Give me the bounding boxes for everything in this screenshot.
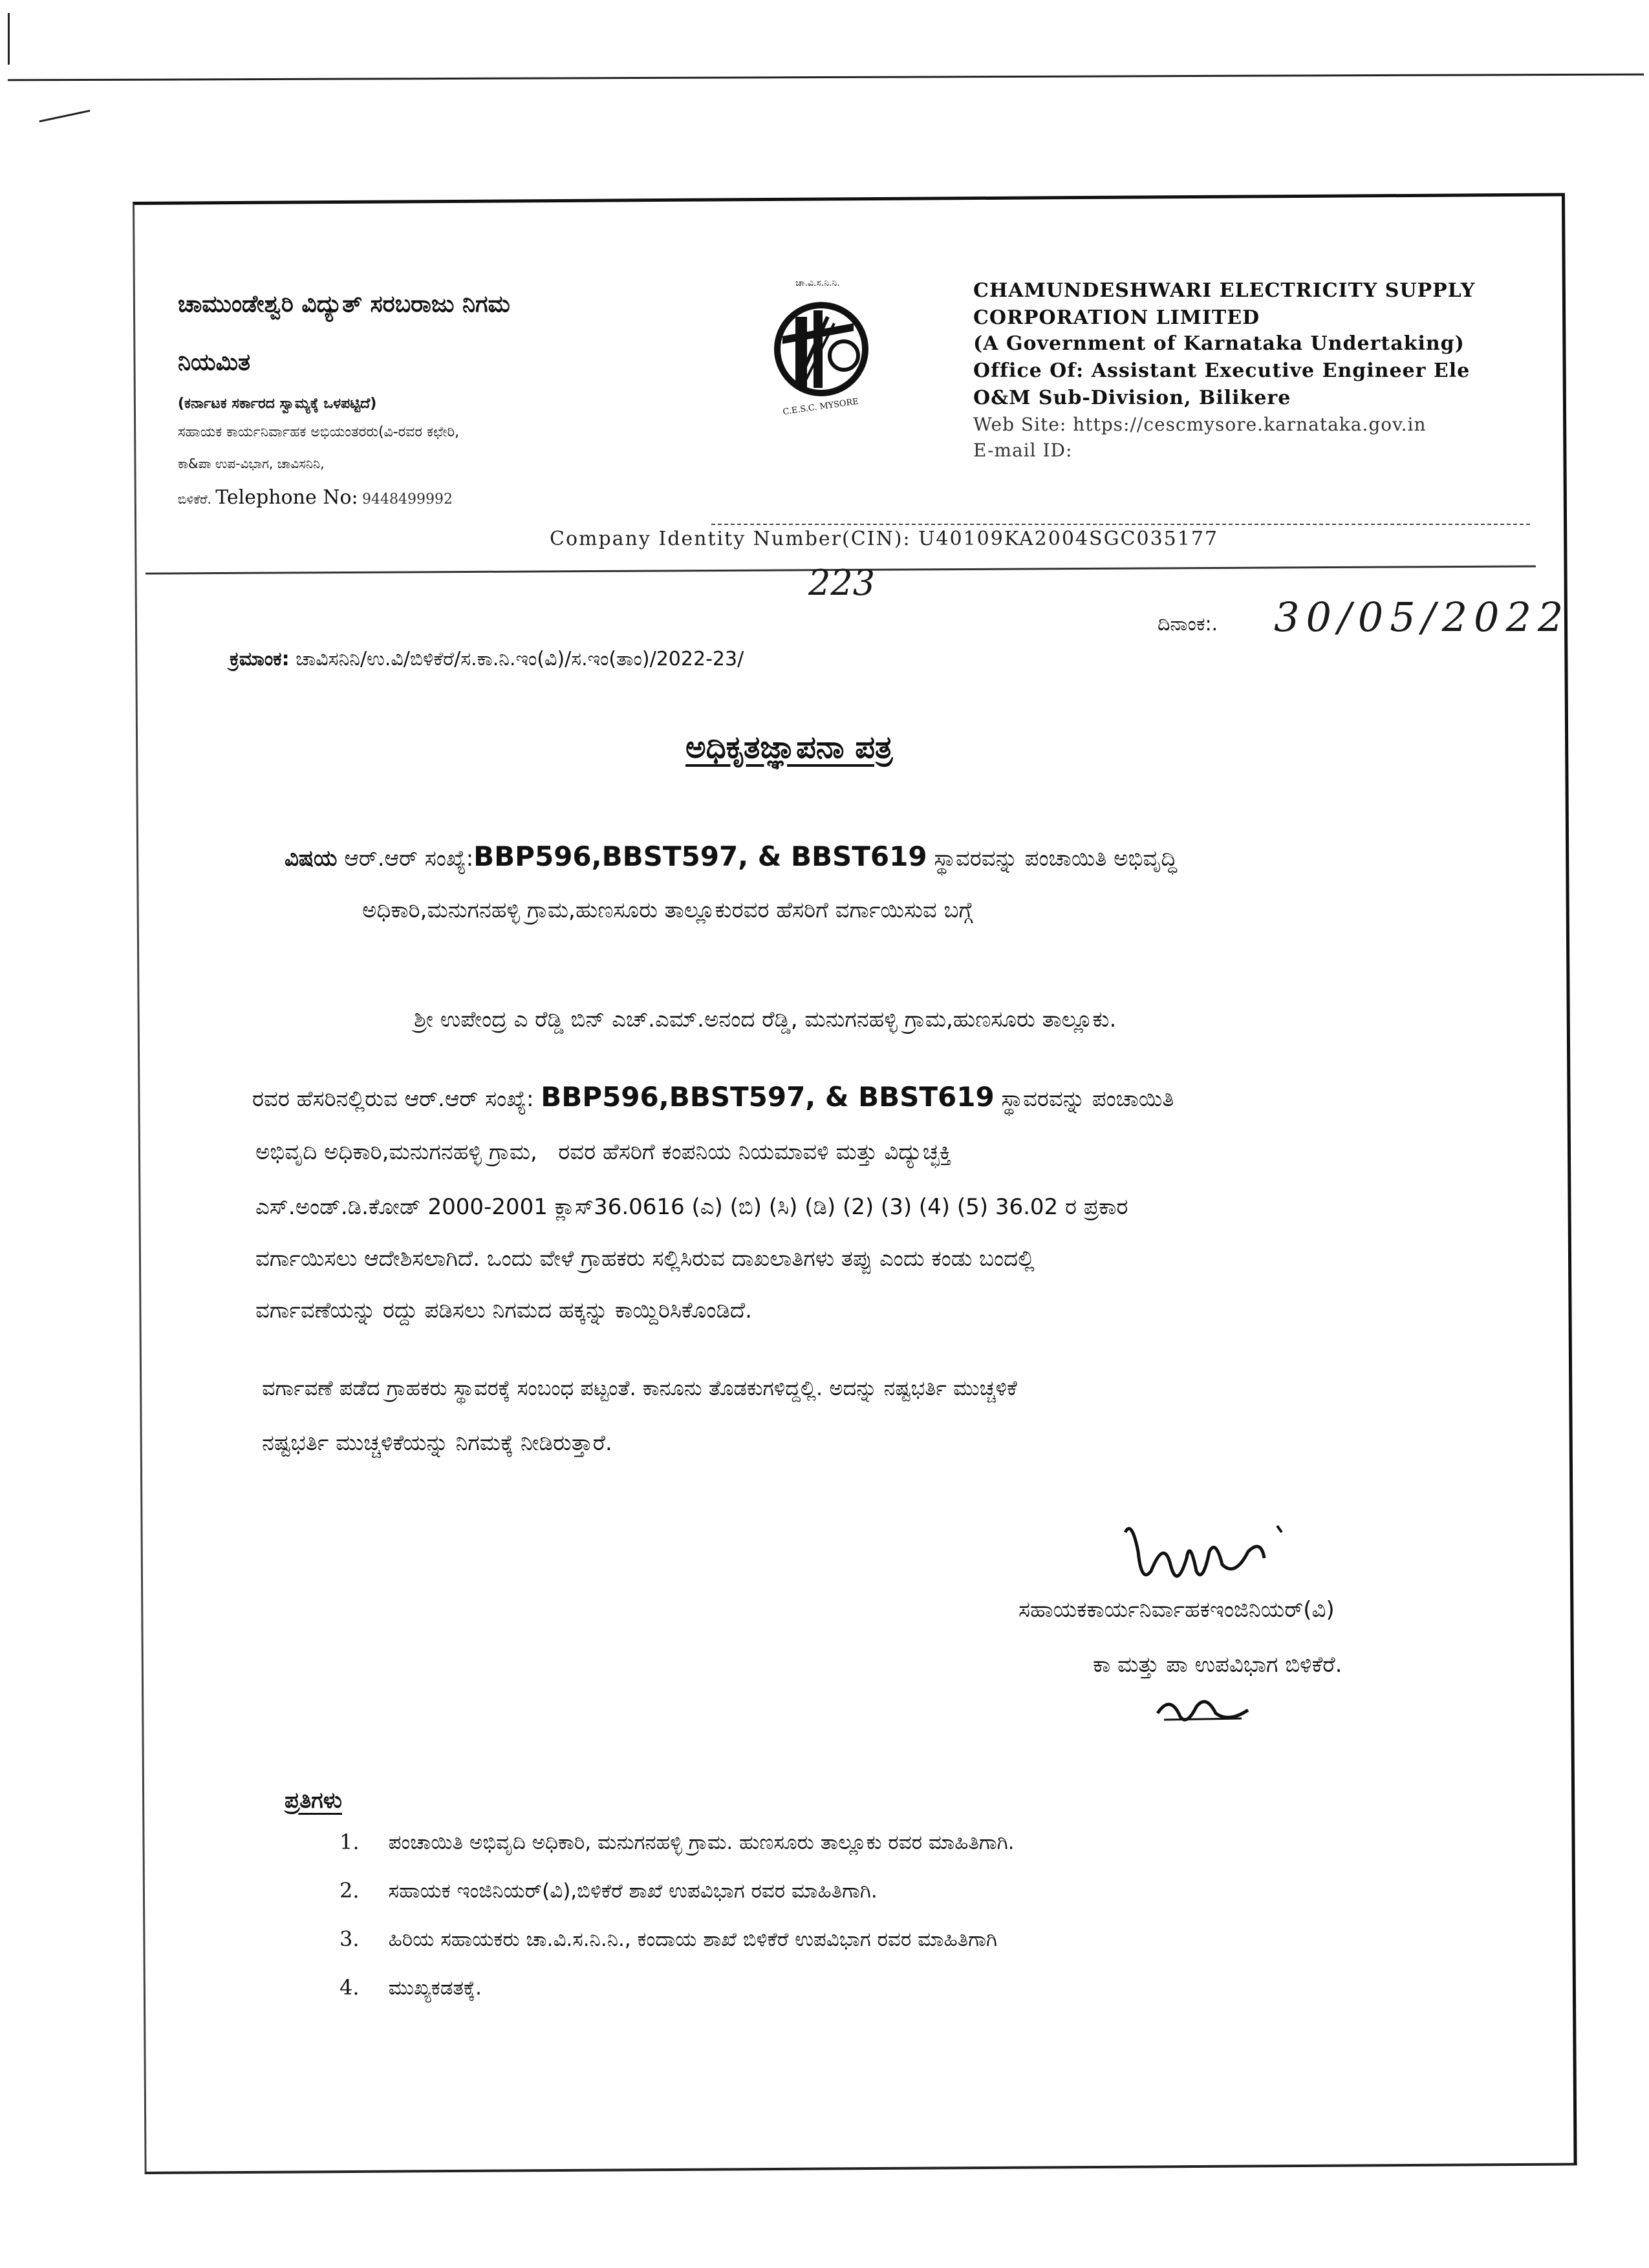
telephone-number: 9448499992 [362, 491, 453, 508]
telephone-label: Telephone No: [215, 486, 358, 509]
subject-rr-codes: BBP596,BBST597, & BBST619 [473, 840, 927, 872]
initials-icon [1151, 1687, 1267, 1733]
copy-text: ಹಿರಿಯ ಸಹಾಯಕರು ಚಾ.ವಿ.ಸ.ನಿ.ನಿ., ಕಂದಾಯ ಶಾಖೆ ಬಿಳಿಕೆರೆ ಉಪವಿಭಾಗ ರವರ ಮಾಹಿತಿಗಾಗಿ [388, 1928, 997, 1951]
body-p2-line1: ವರ್ಗಾವಣೆ ಪಡೆದ ಗ್ರಾಹಕರು ಸ್ಥಾವರಕ್ಕೆ ಸಂಬಂಧ ಪಟ್ಟಂತೆ. ಕಾನೂನು ತೊಡಕುಗಳಿದ್ದಲ್ಲಿ. ಅದನ್ನು ನಷ್ಟಭರ್ತಿ ಮುಚ್ಚಳಿಕೆ [262, 1376, 1017, 1400]
subject-suffix: ಸ್ಥಾವರವನ್ನು ಪಂಚಾಯಿತಿ ಅಭಿವೃದ್ಧಿ [934, 846, 1178, 872]
body-p1-line4: ಎಸ್.ಅಂಡ್.ಡಿ.ಕೋಡ್ 2000-2001 ಕ್ಲಾಸ್36.0616 (ಎ) (ಬಿ) (ಸಿ) (ಡಿ) (2) (3) (4) (5) 36.02 ರ ಪ್ರಕಾರ [255, 1194, 1128, 1220]
body-p1-line1: ಶ್ರೀ ಉಪೇಂದ್ರ ಎ ರೆಡ್ಡಿ ಬಿನ್ ಎಚ್.ಎಮ್.ಅನಂದ ರೆಡ್ಡಿ, ಮನುಗನಹಳ್ಳಿ ಗ್ರಾಮ,ಹುಣಸೂರು ತಾಲ್ಲೂಕು. [414, 1007, 1117, 1032]
signature [1112, 1513, 1293, 1606]
logo-text-bottom: C.E.S.C. MYSORE [782, 396, 859, 418]
body-p1-line6: ವರ್ಗಾವಣೆಯನ್ನು ರದ್ದು ಪಡಿಸಲು ನಿಗಮದ ಹಕ್ಕನ್ನು ಕಾಯ್ದಿರಿಸಿಕೊಂಡಿದೆ. [255, 1298, 752, 1323]
subject-label: ವಿಷಯ [285, 846, 338, 872]
signatory-designation: ಸಹಾಯಕಕಾರ್ಯನಿರ್ವಾಹಕಇಂಜಿನಿಯರ್(ವಿ) [1018, 1597, 1335, 1623]
copy-text: ಸಹಾಯಕ ಇಂಜಿನಿಯರ್(ವಿ),ಬಿಳಿಕೆರೆ ಶಾಖೆ ಉಪವಿಭಾಗ ರವರ ಮಾಹಿತಿಗಾಗಿ. [388, 1879, 878, 1903]
copies-list-item [339, 1975, 482, 2000]
body-p1-line3: ಅಭಿವೃದಿ ಅಧಿಕಾರಿ,ಮನುಗನಹಳ್ಳಿ ಗ್ರಾಮ, ರವರ ಹೆಸರಿಗೆ ಕಂಪನಿಯ ನಿಯಮಾವಳಿ ಮತ್ತು ವಿದ್ಯುಚ್ಛಕ್ತಿ [255, 1139, 952, 1165]
govt-undertaking-kannada: (ಕರ್ನಾಟಕ ಸರ್ಕಾರದ ಸ್ವಾಮ್ಯಕ್ಕೆ ಒಳಪಟ್ಟಿದೆ) [178, 396, 377, 412]
copy-text: ಪಂಚಾಯಿತಿ ಅಭಿವೃದಿ ಅಧಿಕಾರಿ, ಮನುಗನಹಳ್ಳಿ ಗ್ರಾಮ. ಹುಣಸೂರು ತಾಲ್ಲೂಕು ರವರ ಮಾಹಿತಿಗಾಗಿ. [388, 1831, 1015, 1854]
page-title: ಅಧಿಕೃತಜ್ಞಾಪನಾ ಪತ್ರ [685, 729, 893, 765]
signatory-office: ಕಾ ಮತ್ತು ಪಾ ಉಪವಿಭಾಗ ಬಿಳಿಕೆರೆ. [1093, 1652, 1342, 1678]
email-label: E-mail ID: [973, 440, 1073, 461]
copy-number: 2. [339, 1878, 360, 1903]
office-kannada: ಸಹಾಯಕ ಕಾರ್ಯನಿರ್ವಾಹಕ ಅಭಿಯಂತರರು(ವಿ-ರವರ ಕಛೇರಿ, [178, 424, 460, 440]
reference-label: ಕ್ರಮಾಂಕ: [230, 648, 290, 670]
copies-list-item [339, 1927, 997, 1952]
header-divider-dotted [711, 524, 1533, 525]
copy-number: 3. [339, 1927, 360, 1951]
subject-prefix: ಆರ್.ಆರ್ ಸಂಖ್ಯೆ: [344, 846, 474, 872]
date-label: ದಿನಾಂಕ:. [1158, 613, 1218, 636]
office-english: Office Of: Assistant Executive Engineer Ele [973, 359, 1471, 382]
subject-line-2: ಅಧಿಕಾರಿ,ಮನುಗನಹಳ್ಳಿ ಗ್ರಾಮ,ಹುಣಸೂರು ತಾಲ್ಲೂಕುರವರ ಹೆಸರಿಗೆ ವರ್ಗಾಯಿಸುವ ಬಗ್ಗೆ [362, 897, 973, 923]
scan-artifact-line [8, 13, 10, 65]
body-p1-line5: ವರ್ಗಾಯಿಸಲು ಆದೇಶಿಸಲಾಗಿದೆ. ಒಂದು ವೇಳೆ ಗ್ರಾಹಕರು ಸಲ್ಲಿಸಿರುವ ದಾಖಲಾತಿಗಳು ತಪ್ಪು ಎಂದು ಕಂಡು ಬಂದಲ್ಲಿ [255, 1246, 1035, 1272]
subdivision-english: O&M Sub-Division, Bilikere [973, 387, 1291, 409]
scan-artifact-line [8, 74, 1644, 81]
copy-text: ಮುಖ್ಯಕಡತಕ್ಕೆ. [388, 1976, 482, 2000]
company-name-kannada: ಚಾಮುಂಡೇಶ್ವರಿ ವಿದ್ಯುತ್ ಸರಬರಾಜು ನಿಗಮ [178, 291, 510, 317]
signature-icon [1112, 1513, 1293, 1603]
copies-heading: ಪ್ರತಿಗಳು [285, 1788, 342, 1813]
copy-number: 4. [339, 1975, 360, 2000]
date-value: 30/05/2022 [1274, 594, 1570, 641]
copies-list-item [339, 1830, 1015, 1855]
reference-number: ಚಾವಿಸನಿನಿ/ಉ.ವಿ/ಬಿಳಿಕೆರೆ/ಸ.ಕಾ.ನಿ.ಇಂ(ವಿ)/ಸ.ಇಂ(ತಾಂ)/2022-23/ [296, 648, 744, 670]
company-name-english-2: CORPORATION LIMITED [973, 306, 1260, 329]
company-name-kannada-line2: ನಿಯಮಿತ [178, 349, 251, 376]
company-identity-number: Company Identity Number(CIN): U40109KA2004SGC035177 [550, 528, 1219, 550]
website: Web Site: https://cescmysore.karnataka.gov.in [973, 414, 1427, 435]
body-p1-line2-prefix: ರವರ ಹೆಸರಿನಲ್ಲಿರುವ ಆರ್.ಆರ್ ಸಂಖ್ಯೆ: [252, 1086, 534, 1112]
place-kannada: ಬಿಳಿಕೆರೆ. [178, 491, 211, 507]
scan-artifact-line [39, 110, 91, 123]
logo-text-top: ಚಾ.ವಿ.ಸ.ನಿ.ನಿ. [795, 278, 840, 288]
subject-line-1 [285, 840, 1177, 872]
cesc-logo [757, 278, 886, 418]
subdivision-kannada: ಕಾ&ಪಾ ಉಪ-ವಿಭಾಗ, ಚಾವಿಸನಿನಿ, [178, 456, 325, 471]
company-name-english-1: CHAMUNDESHWARI ELECTRICITY SUPPLY [973, 279, 1476, 302]
body-p1-line2-suffix: ಸ್ಥಾವರವನ್ನು ಪಂಚಾಯಿತಿ [1001, 1086, 1174, 1112]
body-rr-codes: BBP596,BBST597, & BBST619 [541, 1081, 995, 1113]
initials [1151, 1687, 1267, 1735]
copy-number: 1. [339, 1830, 360, 1854]
telephone-line [178, 486, 453, 509]
body-p2-line2: ನಷ್ಟಭರ್ತಿ ಮುಚ್ಚಳಿಕೆಯನ್ನು ನಿಗಮಕ್ಕೆ ನೀಡಿರುತ್ತಾರೆ. [262, 1430, 612, 1456]
copies-list-item [339, 1878, 878, 1903]
reference-line [230, 648, 744, 670]
govt-undertaking-english: (A Government of Karnataka Undertaking) [973, 332, 1465, 355]
handwritten-number: 223 [808, 562, 876, 603]
body-p1-line2 [252, 1073, 1174, 1123]
cesc-logo-icon [757, 284, 886, 414]
